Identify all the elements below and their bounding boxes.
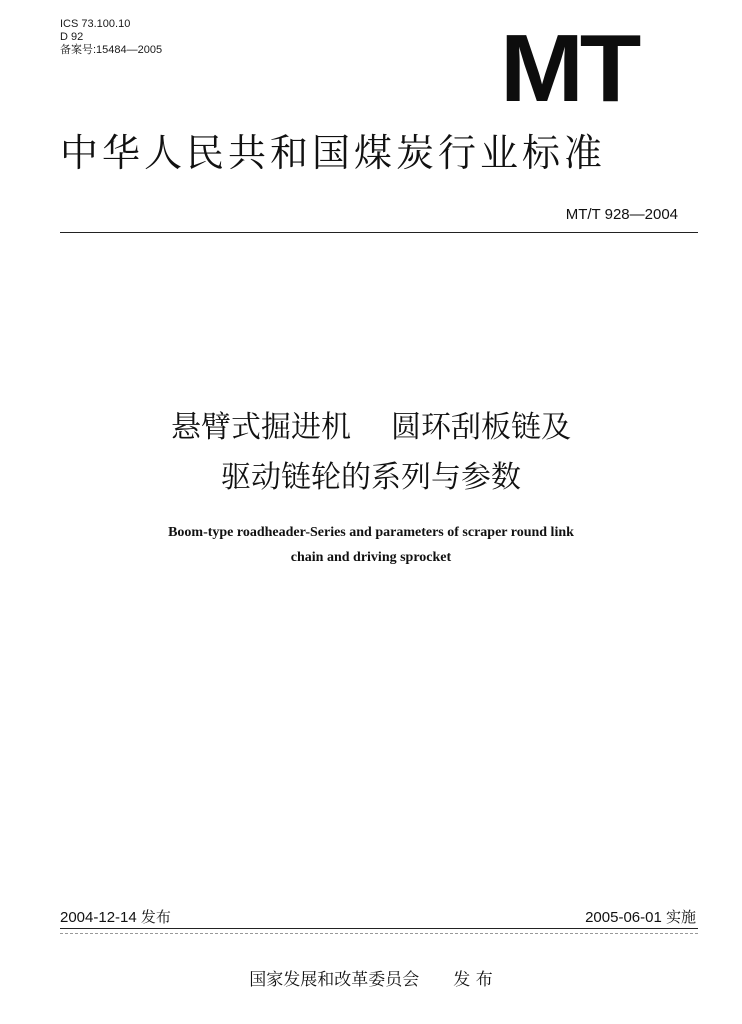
document-title-cn-line1 [0, 408, 742, 448]
issuer-name: 国家发展和改革委员会 [249, 970, 420, 990]
footer-divider-secondary [60, 933, 698, 934]
issue-date: 2004-12-14 发布 [60, 909, 171, 926]
category-code: D 92 [60, 31, 84, 43]
implementation-date: 2005-06-01 实施 [585, 909, 696, 926]
title-cn-part1: 悬臂式掘进机 [171, 410, 351, 445]
issuer-line [0, 965, 742, 990]
standard-title: 中华人民共和国煤炭行业标准 [60, 131, 607, 175]
document-title-cn-line2: 驱动链轮的系列与参数 [221, 460, 521, 495]
title-cn-part2: 圆环刮板链及 [391, 410, 571, 445]
issuer-action: 发 布 [453, 970, 493, 990]
document-title-en-line1: Boom-type roadheader-Series and parameters of scraper round link [168, 525, 574, 540]
document-title-en-line2: chain and driving sprocket [290, 550, 452, 565]
footer-divider [60, 928, 698, 929]
filing-number: 备案号:15484—2005 [60, 44, 163, 56]
header-metadata [60, 18, 162, 57]
mt-logo: MT [500, 15, 638, 122]
standard-number: MT/T 928—2004 [565, 206, 678, 223]
ics-code: ICS 73.100.10 [60, 18, 131, 30]
header-divider [60, 232, 698, 233]
